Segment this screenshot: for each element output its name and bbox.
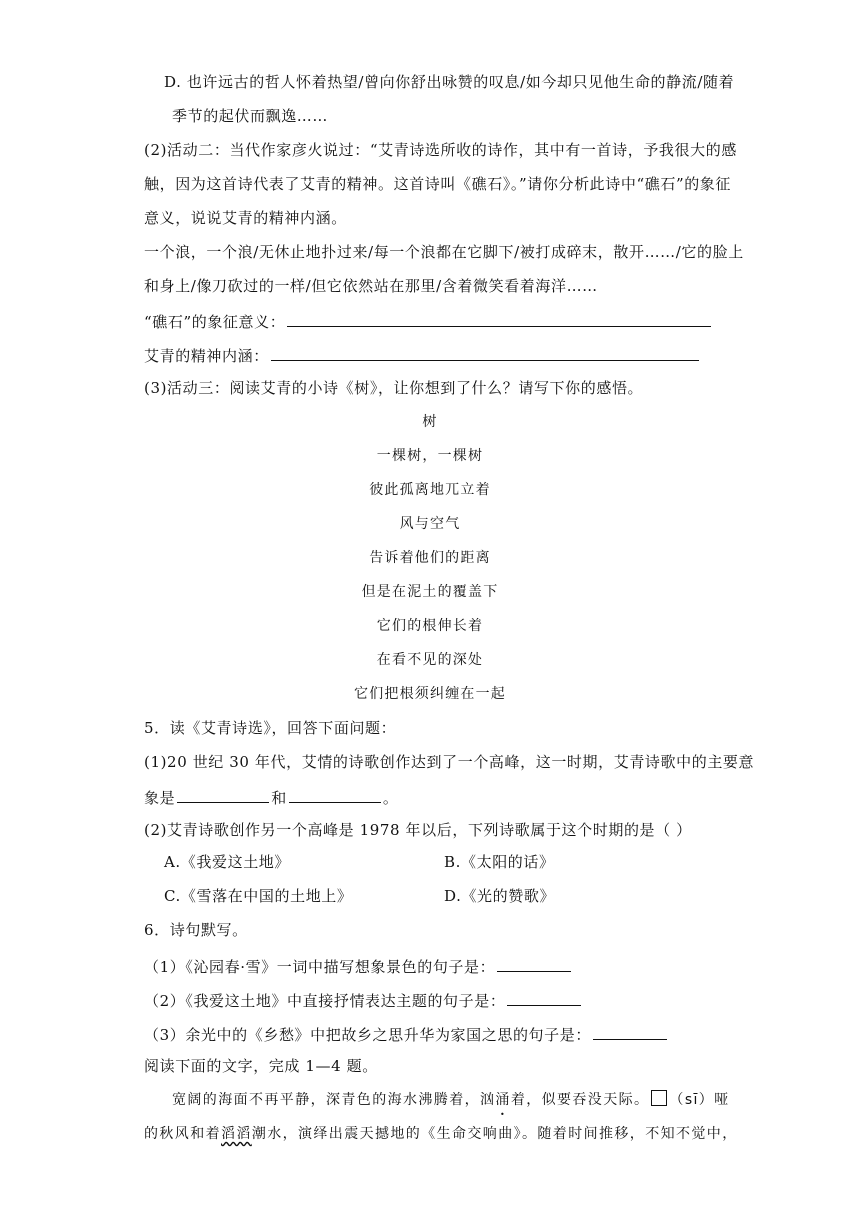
option-d[interactable]: D.《光的赞歌》 bbox=[444, 887, 556, 905]
option-d-line-1: D. 也许远古的哲人怀着热望/曾向你舒出咏赞的叹息/如今却只见他生命的静流/随着 bbox=[164, 73, 735, 91]
q5-part-2: (2)艾青诗歌创作另一个高峰是 1978 年以后，下列诗歌属于这个时期的是（ ） bbox=[144, 821, 692, 839]
activity-3: (3)活动三：阅读艾青的小诗《树》，让你想到了什么？请写下你的感悟。 bbox=[144, 379, 644, 397]
activity-2-line-2: 触，因为这首诗代表了艾青的精神。这首诗叫《礁石》。”请你分析此诗中“礁石”的象征 bbox=[144, 175, 732, 193]
question-6-heading: 6．诗句默写。 bbox=[144, 921, 248, 939]
tree-poem-line: 彼此孤离地兀立着 bbox=[369, 482, 491, 498]
option-c[interactable]: C.《雪落在中国的土地上》 bbox=[164, 887, 353, 905]
imagery-blank-1[interactable] bbox=[177, 786, 269, 803]
activity-2-line-3: 意义，说说艾青的精神内涵。 bbox=[144, 209, 347, 227]
symbol-meaning-blank[interactable] bbox=[287, 310, 711, 327]
jiaoshi-poem-line-2: 和身上/像刀砍过的一样/但它依然站在那里/含着微笑看着海洋…… bbox=[144, 277, 598, 295]
jiaoshi-poem-line-1: 一个浪，一个浪/无休止地扑过来/每一个浪都在它脚下/被打成碎末，散开……/它的脸上 bbox=[144, 243, 744, 261]
wavy-underlined-word: 滔滔 bbox=[221, 1126, 252, 1142]
tree-poem-title: 树 bbox=[422, 414, 438, 430]
dotted-character: 涌 bbox=[495, 1092, 511, 1108]
tree-poem-line: 风与空气 bbox=[399, 516, 461, 532]
question-5-heading: 5．读《艾青诗选》，回答下面问题： bbox=[144, 719, 397, 737]
option-d-line-2: 季节的起伏而飘逸…… bbox=[172, 107, 329, 125]
q5-part-1-line-2: 象是 和 。 bbox=[144, 786, 398, 808]
q6-item-2: （2）《我爱这土地》中直接抒情表达主题的句子是： bbox=[144, 989, 583, 1011]
spirit-label: 艾青的精神内涵： bbox=[144, 347, 269, 365]
answer-box[interactable] bbox=[651, 1090, 667, 1106]
q6-blank-3[interactable] bbox=[593, 1023, 667, 1040]
tree-poem-line: 它们把根须纠缠在一起 bbox=[354, 686, 506, 702]
tree-poem-line: 但是在泥土的覆盖下 bbox=[361, 584, 499, 600]
option-a[interactable]: A.《我爱这土地》 bbox=[164, 853, 291, 871]
reading-passage-line-1: 宽阔的海面不再平静，深青色的海水沸腾着，汹涌着，似要吞没天际。 （sī）哑 bbox=[172, 1092, 730, 1108]
spirit-blank[interactable] bbox=[271, 344, 699, 361]
option-b[interactable]: B.《太阳的话》 bbox=[444, 853, 555, 871]
reading-intro: 阅读下面的文字，完成 1—4 题。 bbox=[144, 1057, 378, 1075]
q6-blank-2[interactable] bbox=[507, 989, 581, 1006]
tree-poem-line: 告诉着他们的距离 bbox=[369, 550, 491, 566]
activity-2-line-1: (2)活动二：当代作家彦火说过：“艾青诗选所收的诗作，其中有一首诗，予我很大的感 bbox=[144, 141, 737, 159]
symbol-meaning-row bbox=[144, 310, 713, 332]
tree-poem-line: 它们的根伸长着 bbox=[376, 618, 484, 634]
q6-item-3: （3）余光中的《乡愁》中把故乡之思升华为家国之思的句子是： bbox=[144, 1023, 669, 1045]
q6-blank-1[interactable] bbox=[497, 955, 571, 972]
reading-passage-line-2: 的秋风和着滔滔潮水，演绎出震天撼地的《生命交响曲》。随着时间推移，不知不觉中， bbox=[144, 1126, 738, 1142]
imagery-blank-2[interactable] bbox=[289, 786, 381, 803]
q5-part-1-line-1: (1)20 世纪 30 年代，艾情的诗歌创作达到了一个高峰，这一时期，艾青诗歌中的主要意 bbox=[144, 753, 755, 771]
tree-poem-line: 在看不见的深处 bbox=[376, 652, 484, 668]
tree-poem-line: 一棵树，一棵树 bbox=[376, 448, 484, 464]
spirit-row bbox=[144, 344, 701, 366]
symbol-meaning-label: “礁石”的象征意义： bbox=[144, 313, 286, 331]
q6-item-1: （1）《沁园春·雪》一词中描写想象景色的句子是： bbox=[144, 955, 573, 977]
